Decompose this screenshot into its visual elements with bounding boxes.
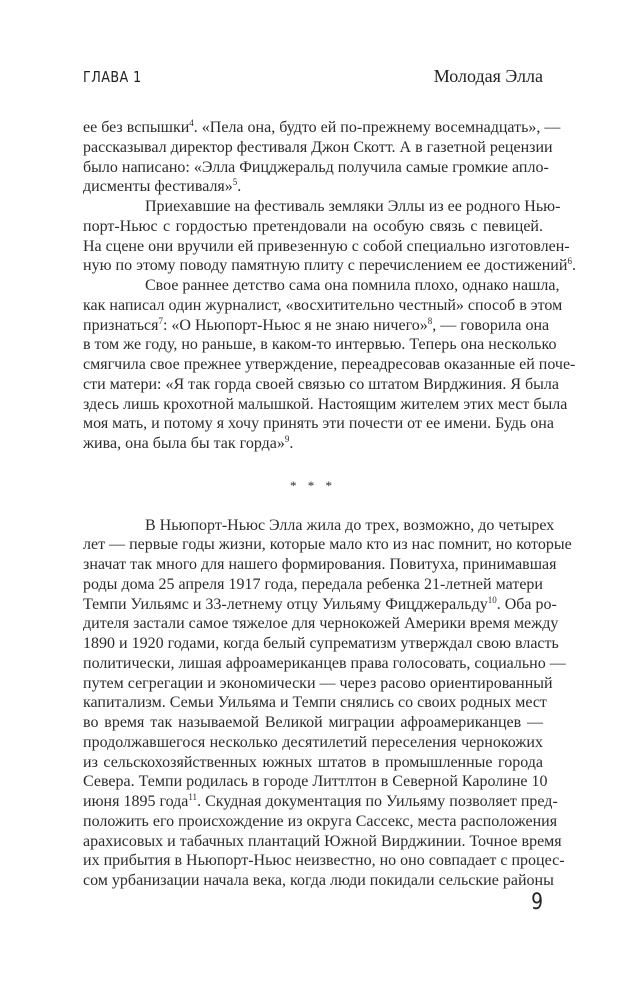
text-segment: . [571,257,576,275]
text-line [83,237,570,257]
text-line [83,594,557,615]
text-line [83,654,566,674]
text-segment: дисменты фестиваля» [83,178,233,196]
text-line [83,355,576,375]
page-body-text [83,118,576,891]
footnote-reference: 7 [158,315,163,326]
text-line [83,138,553,158]
text-line [83,792,558,812]
text-line [83,871,554,891]
text-segment: жива, она была бы так горда» [83,435,285,452]
text-line [83,772,548,792]
text-line [83,276,560,296]
text-segment: продолжавшегося несколько десятилетий переселения чернокожих [83,733,543,751]
text-line [83,158,549,178]
page-number: 9 [531,890,543,915]
text-segment: Свое раннее детство сама она помнила плохо, однако нашла, [145,277,560,294]
text-segment: . [289,435,294,452]
footnote-reference: 8 [427,315,433,326]
text-segment: В Ньюпорт-Ньюс Элла жила до трех, возможно, до четырех [145,516,555,534]
text-segment: ную по этому поводу памятную плиту с перечислением ее достижений [83,257,568,275]
text-segment: июня 1895 года [83,793,189,810]
text-line [83,674,553,694]
text-segment: лет — первые годы жизни, которые мало кто из нас помнит, но которые [83,536,572,554]
text-line [83,395,568,415]
text-line [83,614,559,634]
text-line [83,516,555,536]
text-segment: Приехавшие на фестиваль земляки Эллы из ее родного Нью- [145,198,561,215]
text-segment: . «Пела она, будто ей по-прежнему восемнадцать», — [193,119,561,136]
text-segment: арахисовых и табачных плантаций Южной Вирджинии. Точное время [83,832,562,850]
text-segment: значат так много для нашего формирования. Повитуха, принимавшая [83,556,557,573]
text-line [83,197,561,217]
text-line [83,535,572,555]
text-line [83,335,557,355]
footnote-reference: 6 [567,256,572,267]
text-segment: из сельскохозяйственных южных штатов в промышленные города [83,753,543,771]
text-line [83,434,543,454]
text-segment: смягчила свое прежнее утверждение, переадресовав оказанные ей поче- [83,356,576,373]
text-segment: политически, лишая афроамериканцев права голосовать, социально — [83,654,566,672]
text-segment: . [237,178,242,196]
text-segment: как написал один журналист, «восхитительно честный» способ в этом [83,296,563,314]
text-segment: рассказывал директор фестиваля Джон Скотт. А в газетной рецензии [83,138,553,156]
text-line [83,851,565,871]
text-line [83,256,576,276]
text-segment: их прибытия в Ньюпорт-Ньюс неизвестно, но оно совпадает с процес- [83,852,565,870]
text-line [83,733,543,753]
text-segment: положить его происхождение из округа Сассекс, места расположения [83,812,558,830]
text-line [83,713,543,733]
text-line [83,177,543,197]
text-segment: . Оба ро- [496,595,557,613]
text-line [83,555,557,575]
text-segment: 1890 и 1920 годами, когда белый супрематизм утверждал свою власть [83,635,559,652]
text-segment: . Скудная документация по Уильяму позволяет пред- [197,793,558,810]
paragraph [83,276,576,454]
text-segment: здесь лишь крохотной малышкой. Настоящим жителем этих мест была [83,395,568,413]
footnote-reference: 10 [487,594,497,605]
text-line [83,693,547,713]
text-line [83,575,543,595]
text-segment: дителя застали самое тяжелое для чернокожей Америки время между [83,615,559,633]
text-segment: в том же году, но раньше, в каком-то интервью. Теперь она несколько [83,336,557,354]
text-segment: во время так называемой Великой миграции афроамериканцев — [83,714,543,731]
text-segment: сом урбанизации начала века, когда люди покидали сельские районы [83,872,554,889]
text-line [83,414,554,434]
text-segment: Севера. Темпи родилась в городе Литтлтон в Северной Каролине 10 [83,773,548,791]
text-line [83,118,561,138]
text-line [83,812,558,832]
text-line [83,217,543,237]
section-separator: * * * [290,477,336,493]
text-line [83,315,550,336]
text-segment: На сцене они вручили ей привезенную с собой специально изготовлен- [83,237,570,255]
text-segment: капитализм. Семьи Уильяма и Темпи снялись со своих родных мест [83,694,547,712]
text-line [83,296,563,316]
footnote-reference: 5 [232,177,238,188]
text-segment: моя мать, и потому я хочу принять эти почести от ее имени. Будь она [83,415,554,433]
text-line [83,832,562,852]
paragraph [83,516,572,891]
text-line [83,634,559,654]
text-segment: : «О Ньюпорт-Ньюс я не знаю ничего» [162,316,428,334]
paragraph [83,197,576,276]
footnote-reference: 9 [284,434,290,444]
running-head-chapter: ГЛАВА 1 [83,68,142,86]
text-segment: , — говорила она [432,316,550,334]
running-head-title: Молодая Элла [433,66,543,86]
text-segment: порт-Ньюс с гордостью претендовали на особую связь с певицей. [83,217,543,235]
footnote-reference: 4 [189,118,194,128]
text-segment: роды дома 25 апреля 1917 года, передала ребенка 21-летней матери [83,575,543,593]
text-segment: признаться [83,316,159,334]
text-segment: путем сегрегации и экономически — через расово ориентированный [83,674,553,692]
text-segment: Темпи Уильямс и 33-летнему отцу Уильяму Фицджеральду [83,595,488,613]
text-segment: было написано: «Элла Фицджеральд получила самые громкие апло- [83,158,549,176]
text-line [83,375,559,395]
paragraph [83,118,561,197]
text-line [83,753,543,773]
footnote-reference: 11 [188,792,198,802]
text-segment: ее без вспышки [83,119,190,136]
text-segment: сти матери: «Я так горда своей связью со штатом Вирджиния. Я была [83,375,559,393]
